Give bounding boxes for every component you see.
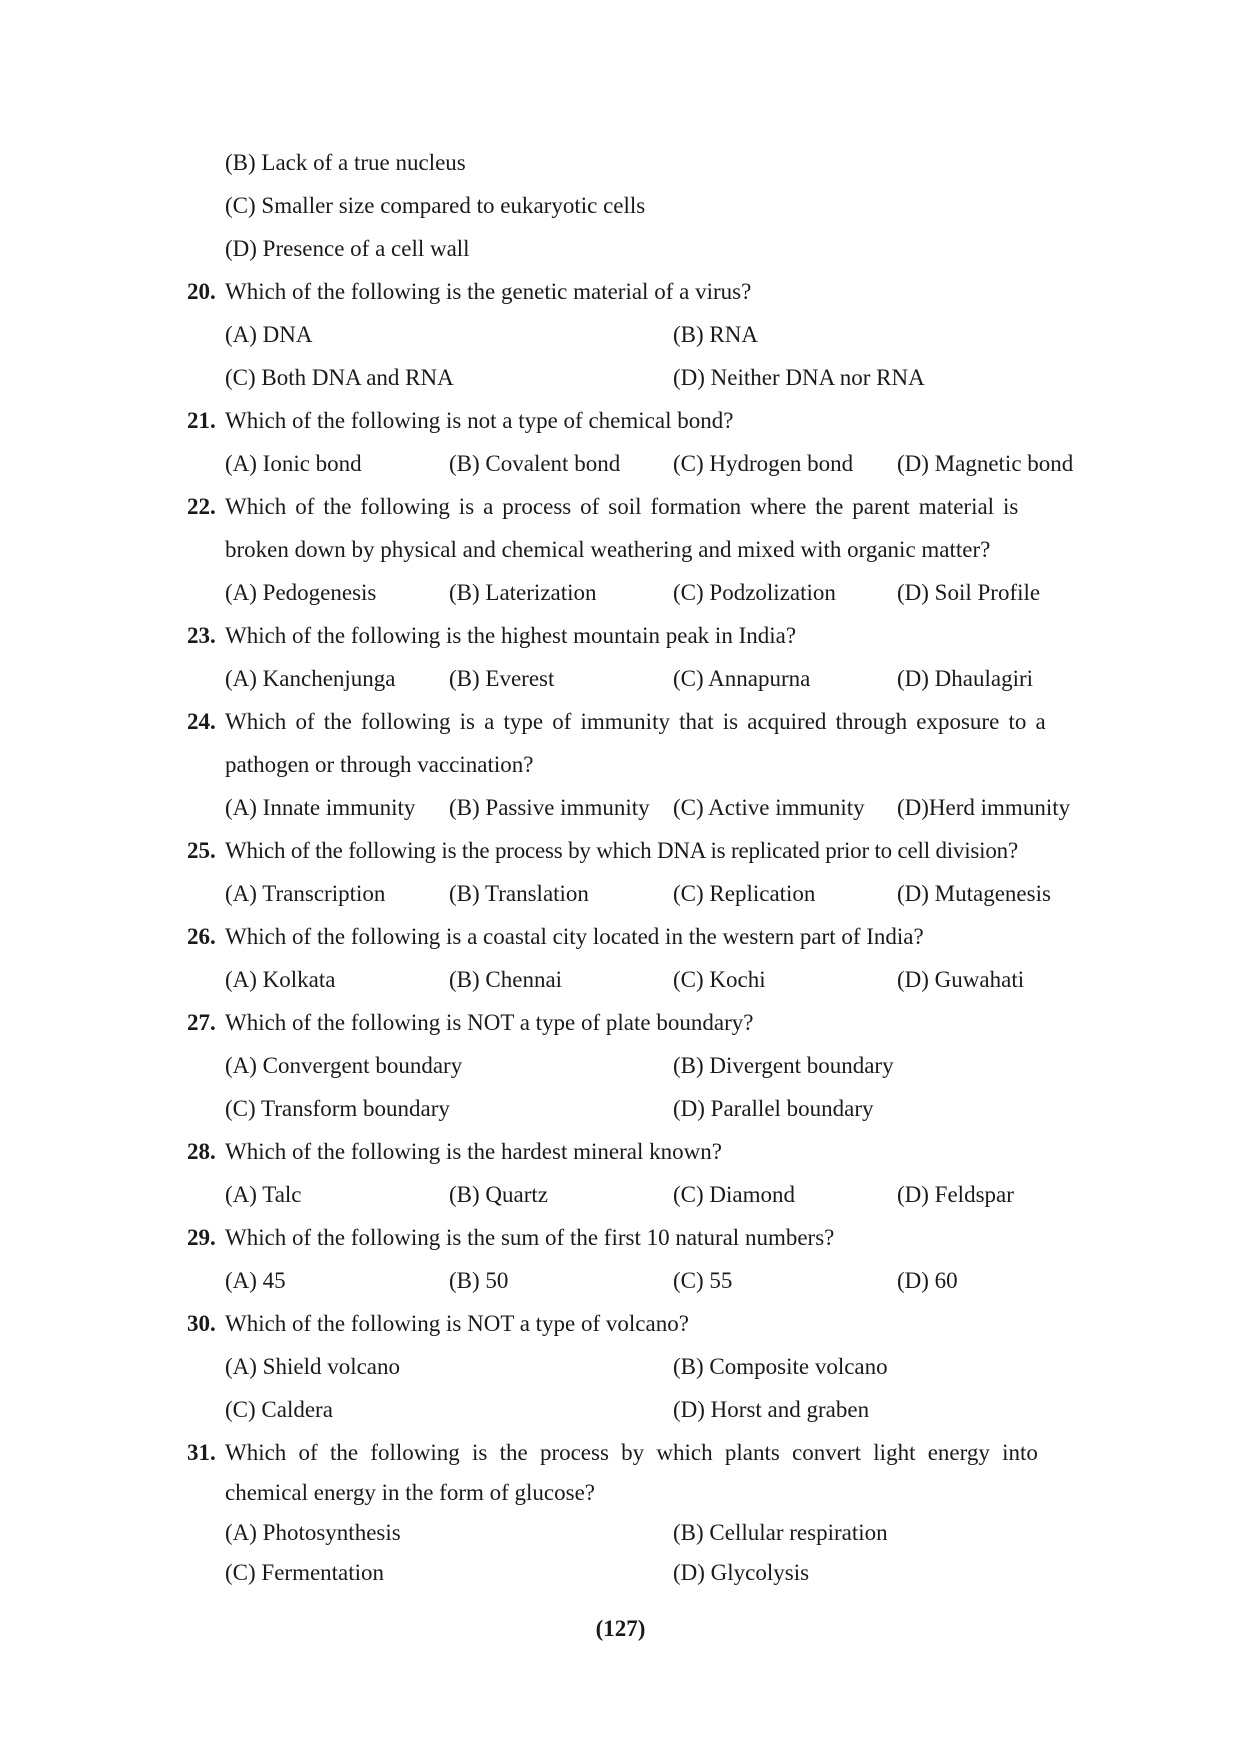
question-text: Which of the following is a process of soil formation where the parent material is [225, 494, 1019, 519]
option-d: (D) Horst and graben [673, 1397, 870, 1422]
option-b: (B) Cellular respiration [673, 1520, 888, 1545]
question-number: 31. [187, 1440, 216, 1465]
option-d: (D) Feldspar [897, 1182, 1014, 1207]
option-b: (B) Translation [449, 881, 589, 906]
option-b: (B) Composite volcano [673, 1354, 888, 1379]
option-b: (B) Chennai [449, 967, 563, 992]
option-b: (B) Covalent bond [449, 451, 621, 476]
option-b: (B) 50 [449, 1268, 509, 1293]
option-c: (C) Replication [673, 881, 816, 906]
question-text-cont: broken down by physical and chemical weathering and mixed with organic matter? [225, 537, 991, 562]
question-number: 27. [187, 1010, 216, 1035]
option-d-prev: (D) Presence of a cell wall [225, 236, 470, 261]
question-text: Which of the following is the sum of the first 10 natural numbers? [225, 1225, 835, 1250]
option-c: (C) Both DNA and RNA [225, 365, 454, 390]
question-text: Which of the following is NOT a type of volcano? [225, 1311, 689, 1336]
option-d: (D) Glycolysis [673, 1560, 810, 1585]
question-number: 22. [187, 494, 216, 519]
option-a: (A) Photosynthesis [225, 1520, 401, 1545]
option-c: (C) Podzolization [673, 580, 836, 605]
question-number: 23. [187, 623, 216, 648]
option-c: (C) Transform boundary [225, 1096, 450, 1121]
question-number: 29. [187, 1225, 216, 1250]
question-number: 20. [187, 279, 216, 304]
option-c: (C) Annapurna [673, 666, 811, 691]
question-text: Which of the following is the highest mountain peak in India? [225, 623, 797, 648]
option-b: (B) Divergent boundary [673, 1053, 894, 1078]
question-text-cont: chemical energy in the form of glucose? [225, 1480, 595, 1505]
question-text: Which of the following is the process by which DNA is replicated prior to cell division? [225, 838, 1018, 863]
option-a: (A) Kanchenjunga [225, 666, 396, 691]
option-a: (A) Ionic bond [225, 451, 362, 476]
question-text-cont: pathogen or through vaccination? [225, 752, 534, 777]
option-b-prev: (B) Lack of a true nucleus [225, 150, 466, 175]
option-a: (A) 45 [225, 1268, 286, 1293]
option-b: (B) Laterization [449, 580, 597, 605]
question-text: Which of the following is a type of immunity that is acquired through exposure to a [225, 709, 1046, 734]
option-d: (D) Magnetic bond [897, 451, 1074, 476]
question-text: Which of the following is the process by which plants convert light energy into [225, 1440, 1038, 1465]
option-c-prev: (C) Smaller size compared to eukaryotic cells [225, 193, 646, 218]
option-d: (D) 60 [897, 1268, 958, 1293]
option-a: (A) Kolkata [225, 967, 336, 992]
option-d: (D)Herd immunity [897, 795, 1071, 820]
option-b: (B) Everest [449, 666, 555, 691]
question-number: 26. [187, 924, 216, 949]
page-number: (127) [595, 1616, 646, 1641]
option-d: (D) Guwahati [897, 967, 1025, 992]
option-c: (C) Active immunity [673, 795, 865, 820]
question-text: Which of the following is not a type of chemical bond? [225, 408, 734, 433]
option-d: (D) Soil Profile [897, 580, 1041, 605]
option-a: (A) Pedogenesis [225, 580, 377, 605]
option-b: (B) RNA [673, 322, 758, 347]
question-text: Which of the following is a coastal city located in the western part of India? [225, 924, 924, 949]
option-a: (A) DNA [225, 322, 313, 347]
option-b: (B) Passive immunity [449, 795, 650, 820]
option-c: (C) Caldera [225, 1397, 333, 1422]
question-number: 25. [187, 838, 216, 863]
option-c: (C) 55 [673, 1268, 733, 1293]
question-text: Which of the following is the hardest mineral known? [225, 1139, 722, 1164]
option-a: (A) Shield volcano [225, 1354, 401, 1379]
option-a: (A) Innate immunity [225, 795, 416, 820]
option-c: (C) Hydrogen bond [673, 451, 854, 476]
option-a: (A) Transcription [225, 881, 386, 906]
option-d: (D) Neither DNA nor RNA [673, 365, 925, 390]
question-number: 24. [187, 709, 216, 734]
option-a: (A) Convergent boundary [225, 1053, 463, 1078]
option-d: (D) Dhaulagiri [897, 666, 1034, 691]
option-c: (C) Diamond [673, 1182, 796, 1207]
question-number: 21. [187, 408, 216, 433]
option-c: (C) Fermentation [225, 1560, 385, 1585]
question-text: Which of the following is the genetic material of a virus? [225, 279, 752, 304]
option-c: (C) Kochi [673, 967, 766, 992]
option-d: (D) Mutagenesis [897, 881, 1051, 906]
question-number: 28. [187, 1139, 216, 1164]
question-number: 30. [187, 1311, 216, 1336]
option-b: (B) Quartz [449, 1182, 548, 1207]
option-d: (D) Parallel boundary [673, 1096, 874, 1121]
option-a: (A) Talc [225, 1182, 302, 1207]
question-text: Which of the following is NOT a type of plate boundary? [225, 1010, 754, 1035]
